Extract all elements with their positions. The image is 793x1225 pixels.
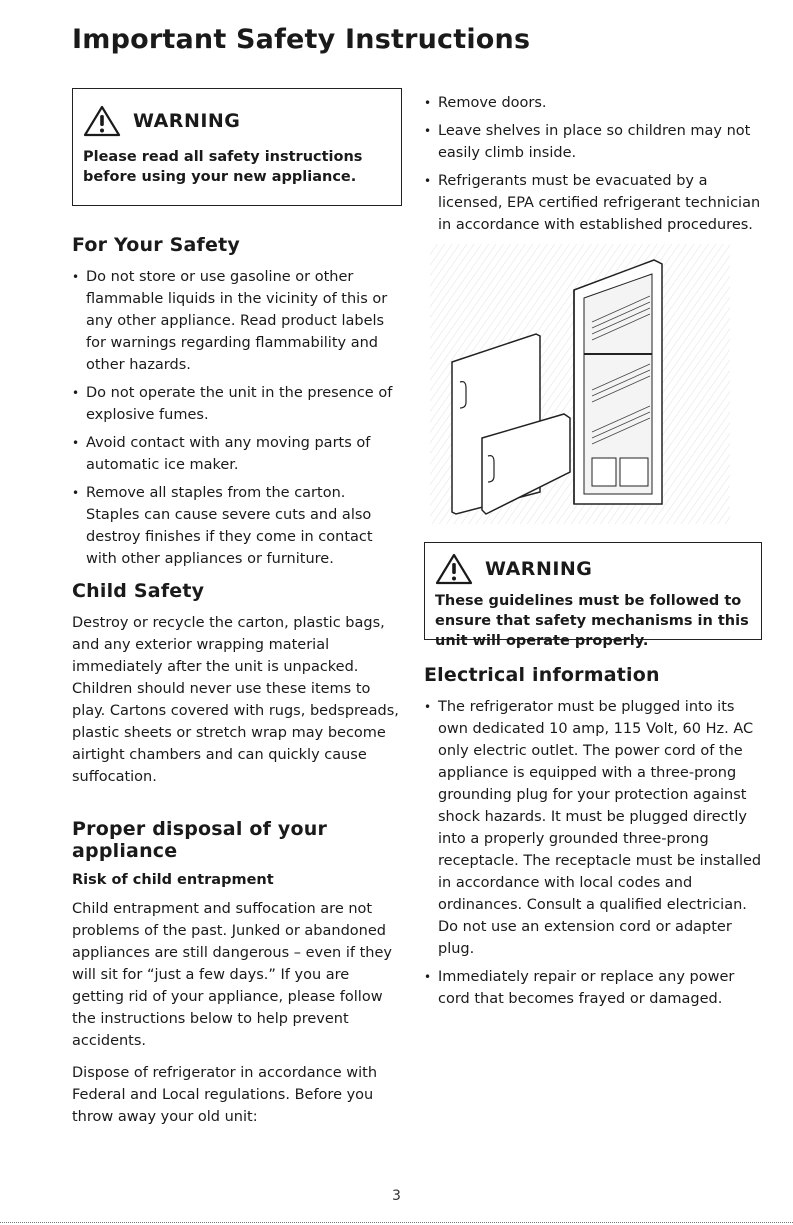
right-column (424, 92, 766, 1016)
list-item: • Remove all staples from the carton. Staples can cause severe cuts and also destroy finishes if they come in contact with other appliances or furniture. (72, 482, 402, 570)
warning-label: WARNING (485, 558, 593, 580)
list-item: • Refrigerants must be evacuated by a licensed, EPA certified refrigerant technician in accordance with established procedures. (424, 170, 766, 236)
warning-box-middle (424, 542, 762, 649)
warning-label: WARNING (133, 110, 241, 132)
child-safety-text: Destroy or recycle the carton, plastic bags, and any exterior wrapping material immediately after the unit is unpacked. Children should never use these items to play. Cartons covered with rugs, bedspreads, plastic sheets or stretch wrap may become airtight chambers and can quickly cause suffocation. (72, 615, 399, 785)
bottom-divider (0, 1222, 793, 1223)
warning-triangle-icon (435, 553, 473, 585)
list-item: • Remove doors. (424, 92, 766, 114)
disposal-steps-list (424, 92, 766, 236)
disposal-paragraph-2: Dispose of refrigerator in accordance with Federal and Local regulations. Before you throw away your old unit: (72, 1065, 378, 1125)
list-item: • Avoid contact with any moving parts of automatic ice maker. (72, 432, 402, 476)
list-item: • Immediately repair or replace any power cord that becomes frayed or damaged. (424, 966, 766, 1010)
section-heading-disposal: Proper disposal of your appliance (72, 818, 328, 862)
warning-header (83, 105, 391, 137)
list-item: • Do not operate the unit in the presence of explosive fumes. (72, 382, 402, 426)
page-number: 3 (392, 1188, 401, 1204)
warning-triangle-icon (83, 105, 121, 137)
warning-text: These guidelines must be followed to ensure that safety mechanisms in this unit will operate properly. (435, 593, 749, 649)
list-item: • The refrigerator must be plugged into its own dedicated 10 amp, 115 Volt, 60 Hz. AC only electric outlet. The power cord of the appliance is equipped with a three-prong grounding plug for your protection against shock hazards. It must be plugged directly into a properly grounded three-prong receptacle. The receptacle must be installed in accordance with local codes and ordinances. Consult a qualified electrician. Do not use an extension cord or adapter plug. (424, 696, 766, 960)
electrical-list (424, 696, 766, 1010)
refrigerator-doors-removed-illustration (424, 242, 744, 532)
warning-header (435, 553, 751, 585)
warning-box-top (72, 88, 402, 206)
subheading-child-entrapment: Risk of child entrapment (72, 872, 274, 888)
list-item: • Do not store or use gasoline or other flammable liquids in the vicinity of this or any other appliance. Read product labels for warnings regarding flammability and other hazards. (72, 266, 402, 376)
list-item: • Leave shelves in place so children may not easily climb inside. (424, 120, 766, 164)
section-heading-for-your-safety: For Your Safety (72, 234, 240, 256)
page-title: Important Safety Instructions (72, 24, 531, 55)
left-column (72, 88, 402, 1128)
warning-text: Please read all safety instructions before using your new appliance. (83, 149, 363, 185)
for-your-safety-list (72, 266, 402, 570)
section-heading-child-safety: Child Safety (72, 580, 205, 602)
disposal-paragraph-1: Child entrapment and suffocation are not problems of the past. Junked or abandoned appliances are still dangerous – even if they will sit for “just a few days.” If you are getting rid of your appliance, please follow the instructions below to help prevent accidents. (72, 901, 392, 1049)
section-heading-electrical: Electrical information (424, 664, 660, 686)
